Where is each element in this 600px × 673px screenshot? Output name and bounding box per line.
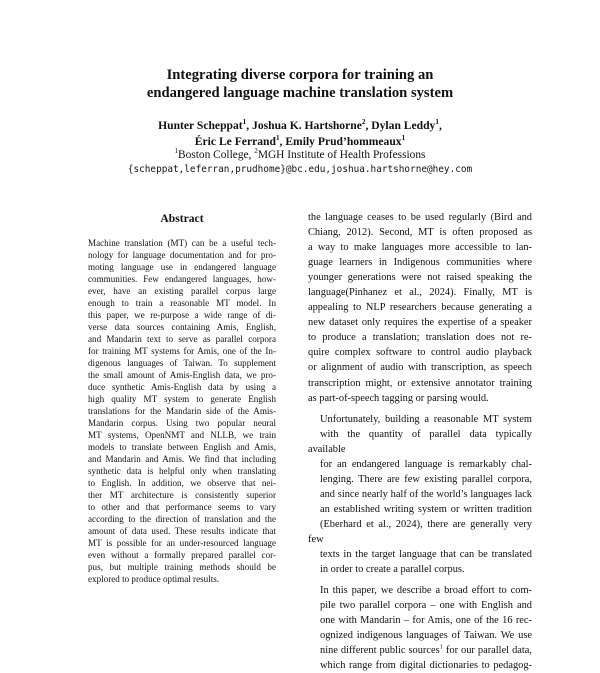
text-line: younger generations were not raised speaking the xyxy=(308,272,532,284)
author-affiliation-mark: 1 xyxy=(242,118,247,127)
text-line: amount of data used. These results indicate that xyxy=(88,526,276,537)
text-line: and Mandarin text to serve as parallel corpora xyxy=(88,334,276,345)
text-line: verse data sources containing Amis, English, xyxy=(88,322,276,333)
text-line: explored to produce optimal results. xyxy=(88,574,220,585)
text-line: Chiang, 2012). Second, MT is often proposed as xyxy=(308,227,532,239)
author-affiliation-mark: 1 xyxy=(435,118,439,127)
text-line: ther MT architecture is consistently superior xyxy=(88,490,276,501)
text-segment: nine different public sources xyxy=(320,645,440,657)
text-line: In this paper, we describe a broad effort to com- xyxy=(320,585,532,597)
author-name: Hunter Scheppat xyxy=(158,119,243,132)
text-line: Mandarin corpus. Using two popular neural xyxy=(88,418,276,429)
text-line: this paper, we re-purpose a wide range of di- xyxy=(88,310,276,321)
text-line: ever, have an existing parallel corpus large xyxy=(88,286,276,297)
author-line-2: Éric Le Ferrand$^1$, Emily Prud’hommeaux$^1$ xyxy=(194,133,406,148)
text-line: high quality MT system to generate English xyxy=(88,394,276,405)
text-line: models to translate between English and Amis, xyxy=(88,442,276,453)
text-line: lenging. There are few existing parallel corpora, xyxy=(320,473,532,485)
abstract-heading: Abstract xyxy=(160,212,204,225)
text-line: one with Mandarin – for Amis, one of the 16 rec- xyxy=(320,615,532,627)
text-line: communities. Few endangered languages, how- xyxy=(88,274,276,285)
text-line: nology for language documentation and for pro- xyxy=(88,250,276,261)
text-line: Unfortunately, building a reasonable MT system xyxy=(320,413,532,425)
author-name: Éric Le Ferrand xyxy=(194,134,276,148)
text-line: according to the direction of translation and the xyxy=(88,514,276,525)
text-line: an established writing system or written tradition xyxy=(320,503,532,515)
text-line: enough to train a reasonable MT model. In xyxy=(88,298,276,309)
text-line: in order to create a parallel corpus. xyxy=(320,564,465,576)
title-line-1: Integrating diverse corpora for training an xyxy=(166,67,434,83)
text-line: to produce a translation; translation does not re- xyxy=(308,332,532,344)
body-paragraph-2 xyxy=(308,412,532,578)
text-line: moting language use in endangered language xyxy=(88,262,276,273)
text-line: synthetic data is helpful only when translating xyxy=(88,466,276,477)
text-line: pus, but multiple training methods should be xyxy=(88,562,276,573)
author-name: Emily Prud’hommeaux xyxy=(285,134,402,148)
author-affiliation-mark: 2 xyxy=(361,118,366,127)
text-line: new dataset only requires the expertise of a speaker xyxy=(308,317,532,329)
text-line: digenous languages of Taiwan. To supplement xyxy=(88,358,276,369)
text-line: MT is possible for an under-resourced language xyxy=(88,538,276,549)
footnote-mark[interactable]: 1 xyxy=(439,643,443,651)
text-line: and Mandarin and Amis. We find that including xyxy=(88,454,276,465)
text-segment: for our parallel data, xyxy=(442,645,532,657)
text-line: quire complex software to control audio playback xyxy=(308,347,532,359)
text-line: which range from digital dictionaries to pedagog- xyxy=(320,660,532,672)
text-line: to English. In addition, we observe that nei- xyxy=(88,478,276,489)
text-line: (Eberhard et al., 2024), there are generally very few xyxy=(308,518,532,545)
text-line: texts in the target language that can be translated xyxy=(320,549,532,561)
text-line: for an endangered language is remarkably chal- xyxy=(320,458,532,470)
author-list xyxy=(90,118,510,149)
text-line: with the quantity of parallel data typically available xyxy=(308,428,532,455)
affiliation-mark: 1 xyxy=(174,147,179,156)
affiliations xyxy=(90,148,510,162)
affiliation-2: MGH Institute of Health Professions xyxy=(257,149,426,161)
text-line: the language ceases to be used regularly (Bird and xyxy=(308,212,532,223)
text-line: for training MT systems for Amis, one of the In- xyxy=(88,346,276,357)
text-line: duce synthetic Amis-English data by using a xyxy=(88,382,276,393)
text-line: to other and that performance seems to vary xyxy=(88,502,276,513)
text-line: even without a formally prepared parallel cor- xyxy=(88,550,276,561)
author-emails: {scheppat,leferran,prudhome}@bc.edu,joshua.hartshorne@hey.com xyxy=(127,164,473,175)
abstract-text xyxy=(88,237,276,585)
affiliation-mark: 2 xyxy=(254,147,258,156)
paper-title xyxy=(90,66,510,102)
text-line: ognized indigenous languages of Taiwan. We use xyxy=(320,630,532,642)
text-line: MT systems, OpenNMT and NLLB, we train xyxy=(88,430,276,441)
text-line: transcription might, or extensive annotator training xyxy=(308,377,532,389)
text-line: translations for the Mandarin side of the Amis- xyxy=(88,406,276,417)
text-line: as part-of-speech tagging or parsing would. xyxy=(308,392,489,404)
text-line: the small amount of Amis-English data, we pro- xyxy=(88,370,276,381)
body-paragraph-3 xyxy=(308,583,532,673)
text-line: appealing to NLP researchers because generating a xyxy=(308,302,532,314)
title-line-2: endangered language machine translation system xyxy=(146,85,454,101)
body-column xyxy=(308,210,532,673)
text-line: a way to make languages more accessible to lan- xyxy=(308,242,532,254)
text-line: pile two parallel corpora – one with English and xyxy=(320,600,532,612)
author-name: Dylan Leddy xyxy=(371,119,436,132)
author-affiliation-mark: 1 xyxy=(275,133,280,142)
text-line: Machine translation (MT) can be a useful tech- xyxy=(88,238,276,248)
affiliation-1: Boston College, xyxy=(178,149,255,161)
text-line: guage learners in Indigenous communities where xyxy=(308,257,532,269)
text-line: language(Pinhanez et al., 2024). Finally, MT is xyxy=(308,287,532,299)
author-name: Joshua K. Hartshorne xyxy=(252,119,362,132)
author-affiliation-mark: 1 xyxy=(401,133,406,142)
text-line: and since nearly half of the world’s languages lack xyxy=(320,488,532,500)
body-paragraph-1 xyxy=(308,210,532,406)
text-line: or alignment of audio with transcription, as speech xyxy=(308,362,532,374)
text-line xyxy=(308,643,532,658)
author-line-1: Hunter Scheppat$^1$, Joshua K. Hartshorne$^2$, Dylan Leddy$^1$, xyxy=(158,118,442,132)
